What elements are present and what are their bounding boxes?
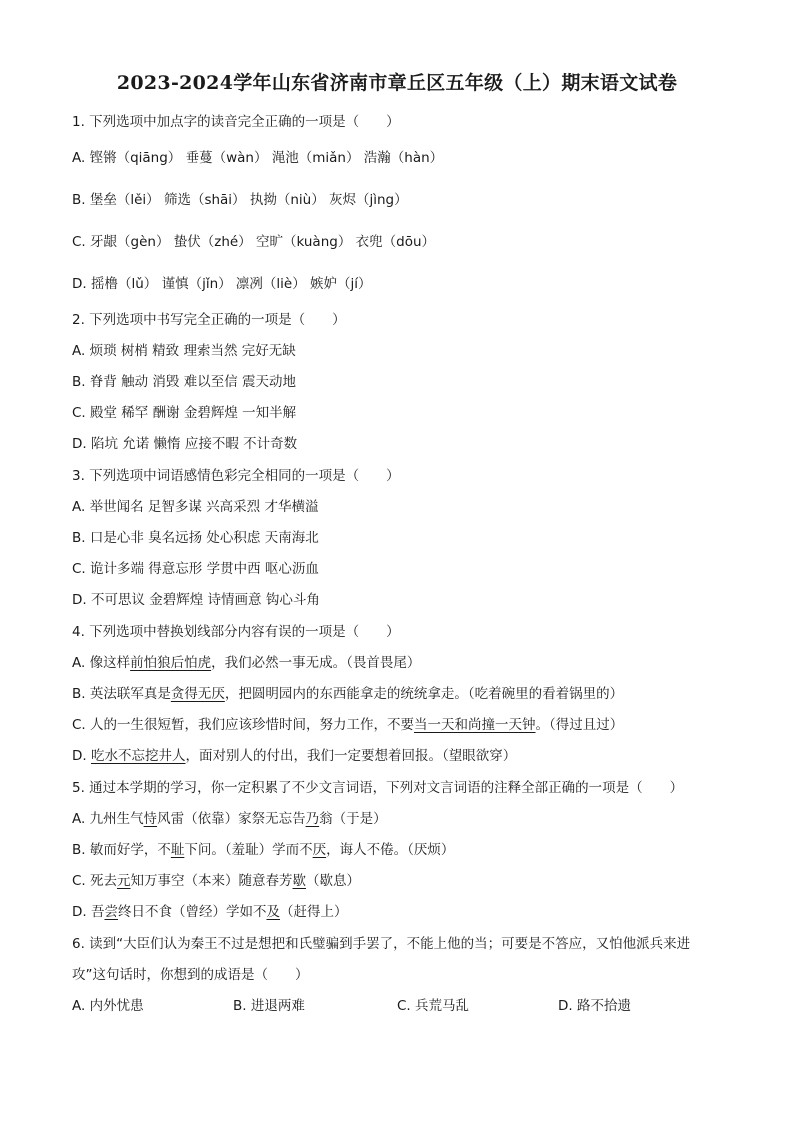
underlined-char: 恃 <box>143 811 158 827</box>
question-2-option-d: D. 陷坑 允诺 懒惰 应接不暇 不计奇数 <box>72 436 298 452</box>
underlined-phrase: 前怕狼后怕虎 <box>130 655 212 671</box>
option-text: 。（得过且过） <box>535 717 624 733</box>
option-text: 终日不食（曾经）学如不 <box>117 904 267 920</box>
option-text: ，诲人不倦。（厌烦） <box>326 842 455 858</box>
underlined-char: 尝 <box>104 904 118 920</box>
page-title: 2023-2024学年山东省济南市章丘区五年级（上）期末语文试卷 <box>116 72 678 94</box>
option-text: 翁（于是） <box>319 811 387 827</box>
underlined-char: 厌 <box>312 842 327 858</box>
option-text: （歇息） <box>306 873 361 889</box>
underlined-phrase: 贪得无厌 <box>170 686 225 702</box>
question-5-option-d <box>72 900 347 920</box>
option-text: D. <box>72 748 91 764</box>
option-text: 风雷（依靠）家祭无忘告 <box>157 811 306 827</box>
question-5-option-a <box>72 807 387 827</box>
option-text: C. 人的一生很短暂，我们应该珍惜时间，努力工作，不要 <box>72 717 415 733</box>
underlined-phrase: 当一天和尚撞一天钟 <box>414 717 536 733</box>
option-text: A. 九州生气 <box>72 811 144 827</box>
question-1-option-a: A. 铿锵（qiāng） 垂蔓（wàn） 渑池（miǎn） 浩瀚（hàn） <box>72 150 444 166</box>
question-6-option-c: C. 兵荒马乱 <box>397 998 470 1014</box>
underlined-char: 元 <box>117 873 131 889</box>
question-2-stem: 2. 下列选项中书写完全正确的一项是（ ） <box>72 312 346 328</box>
question-4-stem: 4. 下列选项中替换划线部分内容有误的一项是（ ） <box>72 624 400 640</box>
question-1-option-c: C. 牙龈（gèn） 蛰伏（zhé） 空旷（kuàng） 衣兜（dōu） <box>72 234 436 250</box>
option-text: ，把圆明园内的东西能拿走的统统拿走。（吃着碗里的看着锅里的） <box>224 686 624 702</box>
underlined-char: 歇 <box>292 873 307 889</box>
underlined-char: 及 <box>266 904 280 920</box>
question-1-option-b: B. 堡垒（lěi） 筛选（shāi） 执拗（niù） 灰烬（jìng） <box>72 192 408 208</box>
option-text: B. 英法联军真是 <box>72 686 171 702</box>
question-2-option-a: A. 烦琐 树梢 精致 理索当然 完好无缺 <box>72 343 296 359</box>
option-text: B. 敏而好学，不 <box>72 842 171 858</box>
question-1-stem: 1. 下列选项中加点字的读音完全正确的一项是（ ） <box>72 114 400 130</box>
underlined-phrase: 吃水不忘挖井人 <box>90 748 186 764</box>
question-3-stem: 3. 下列选项中词语感情色彩完全相同的一项是（ ） <box>72 468 400 484</box>
option-text: A. 像这样 <box>72 655 131 671</box>
option-text: ，我们必然一事无成。（畏首畏尾） <box>211 655 421 671</box>
option-text: ，面对别人的付出，我们一定要想着回报。（望眼欲穿） <box>185 748 517 764</box>
option-text: D. 吾 <box>72 904 105 920</box>
question-3-option-b: B. 口是心非 臭名远扬 处心积虑 天南海北 <box>72 530 319 546</box>
question-6-stem-line-1: 6. 读到“大臣们认为秦王不过是想把和氏璧骗到手罢了，不能上他的当；可要是不答应，又怕他派兵来进 <box>72 936 691 952</box>
question-5-option-b <box>72 838 454 858</box>
question-3-option-a: A. 举世闻名 足智多谋 兴高采烈 才华横溢 <box>72 499 319 515</box>
option-text: （赶得上） <box>279 904 348 920</box>
question-1-option-d: D. 摇橹（lǔ） 谨慎（jǐn） 凛冽（liè） 嫉妒（jí） <box>72 276 372 292</box>
question-5-option-c <box>72 869 360 889</box>
option-text: 下问。（羞耻）学而不 <box>184 842 313 858</box>
question-6-option-b: B. 进退两难 <box>233 998 305 1014</box>
question-3-option-d: D. 不可思议 金碧辉煌 诗情画意 钩心斗角 <box>72 592 320 608</box>
question-4-option-b <box>72 682 623 702</box>
question-4-option-a <box>72 651 420 671</box>
underlined-char: 乃 <box>305 811 320 827</box>
question-4-option-c <box>72 713 623 733</box>
question-2-option-b: B. 脊背 触动 消毁 难以至信 震天动地 <box>72 374 297 390</box>
question-6-option-d: D. 路不拾遗 <box>558 998 631 1014</box>
option-text: 知万事空（本来）随意春芳 <box>130 873 293 889</box>
question-2-option-c: C. 殿堂 稀罕 酬谢 金碧辉煌 一知半解 <box>72 405 297 421</box>
question-6-stem-line-2: 攻”这句话时，你想到的成语是（ ） <box>72 967 309 983</box>
question-6-option-a: A. 内外忧患 <box>72 998 144 1014</box>
option-text: C. 死去 <box>72 873 118 889</box>
underlined-char: 耻 <box>170 842 185 858</box>
question-3-option-c: C. 诡计多端 得意忘形 学贯中西 呕心沥血 <box>72 561 319 577</box>
question-4-option-d <box>72 744 516 764</box>
question-5-stem: 5. 通过本学期的学习，你一定积累了不少文言词语，下列对文言词语的注释全部正确的一项是（ ） <box>72 780 684 796</box>
